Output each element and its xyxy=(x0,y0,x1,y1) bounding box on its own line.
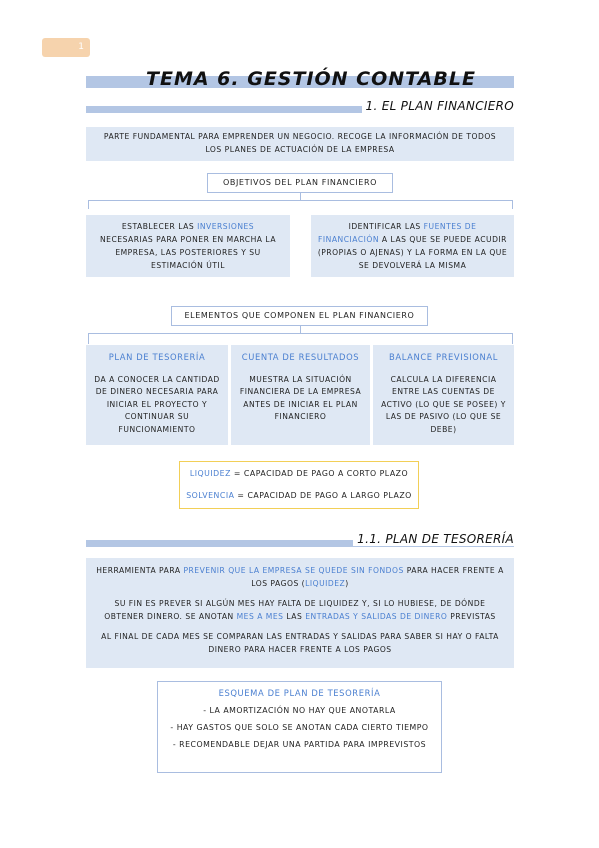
tesoreria-box xyxy=(86,558,514,668)
scheme-item: - LA AMORTIZACIÓN NO HAY QUE ANOTARLA xyxy=(203,706,396,715)
text: ESTABLECER LAS xyxy=(121,222,198,231)
scheme-item: - HAY GASTOS QUE SOLO SE ANOTAN CADA CIERTO TIEMPO xyxy=(170,723,429,732)
element-text: CALCULA LA DIFERENCIA ENTRE LAS CUENTAS DE ACTIVO (LO QUE SE POSEE) Y LAS DE PASIVO (LO QUE SE DEBE) xyxy=(381,374,506,434)
text: LAS xyxy=(283,612,306,621)
element-cuenta-resultados xyxy=(231,345,370,445)
scheme-item: - RECOMENDABLE DEJAR UNA PARTIDA PARA IMPREVISTOS xyxy=(172,740,427,749)
connector xyxy=(88,333,513,344)
highlight: MES A MES xyxy=(236,612,284,621)
section-title-plan-financiero: 1. EL PLAN FINANCIERO xyxy=(362,99,514,113)
highlight: PREVENIR QUE LA EMPRESA SE QUEDE SIN FONDOS xyxy=(183,566,404,575)
highlight-fuentes: FUENTES DE FINANCIACIÓN xyxy=(318,222,477,244)
objective-right xyxy=(311,215,514,277)
liquidez-text: = CAPACIDAD DE PAGO A CORTO PLAZO xyxy=(230,469,409,478)
page-number: 1 xyxy=(42,38,90,57)
section-title-plan-tesoreria: 1.1. PLAN DE TESORERÍA xyxy=(353,532,514,546)
intro-text: PARTE FUNDAMENTAL PARA EMPRENDER UN NEGOCIO. RECOGE LA INFORMACIÓN DE TODOS LOS PLANES DE ACTUACIÓN DE LA EMPRESA xyxy=(103,132,497,154)
tesoreria-p3: AL FINAL DE CADA MES SE COMPARAN LAS ENTRADAS Y SALIDAS PARA SABER SI HAY O FALTA DINERO PARA HACER FRENTE A LOS PAGOS xyxy=(101,632,499,654)
elements-heading: ELEMENTOS QUE COMPONEN EL PLAN FINANCIERO xyxy=(171,306,428,326)
text: PARA HACER FRENTE A LOS PAGOS ( xyxy=(251,566,504,588)
liquidez-line xyxy=(180,463,418,485)
text: ) xyxy=(345,579,349,588)
element-balance-previsional xyxy=(373,345,514,445)
liquidez-label: LIQUIDEZ xyxy=(189,469,231,478)
tesoreria-p1 xyxy=(96,564,504,590)
scheme-title: ESQUEMA DE PLAN DE TESORERÍA xyxy=(218,688,381,698)
text: NECESARIAS PARA PONER EN MARCHA LA EMPRESA, LAS POSTERIORES Y SU ESTIMACIÓN ÚTIL xyxy=(99,235,277,270)
element-title: PLAN DE TESORERÍA xyxy=(108,352,206,362)
text: A LAS QUE SE PUEDE ACUDIR (PROPIAS O AJENAS) Y LA FORMA EN LA QUE SE DEVOLVERÁ LA MISMA xyxy=(317,235,508,270)
page-title: TEMA 6. GESTIÓN CONTABLE xyxy=(146,68,476,90)
text: HERRAMIENTA PARA xyxy=(96,566,184,575)
element-plan-tesoreria xyxy=(86,345,228,445)
objective-left xyxy=(86,215,290,277)
intro-box xyxy=(86,127,514,161)
highlight: LIQUIDEZ xyxy=(305,579,346,588)
text: PREVISTAS xyxy=(447,612,496,621)
text: SU FIN ES PREVER SI ALGÚN MES HAY FALTA DE LIQUIDEZ Y, SI LO HUBIESE, DE DÓNDE OBTENER DINERO. SE ANOTAN xyxy=(104,599,486,621)
highlight-inversiones: INVERSIONES xyxy=(197,222,255,231)
liquidity-box xyxy=(179,461,419,509)
element-text: DA A CONOCER LA CANTIDAD DE DINERO NECESARIA PARA INICIAR EL PROYECTO Y CONTINUAR SU FUNCIONAMIENTO xyxy=(94,374,220,434)
connector xyxy=(88,200,513,209)
element-title: CUENTA DE RESULTADOS xyxy=(241,352,360,362)
tesoreria-p2 xyxy=(96,597,504,623)
highlight: ENTRADAS Y SALIDAS DE DINERO xyxy=(305,612,448,621)
element-title: BALANCE PREVISIONAL xyxy=(389,352,498,362)
objectives-heading: OBJETIVOS DEL PLAN FINANCIERO xyxy=(207,173,393,193)
text: IDENTIFICAR LAS xyxy=(348,222,424,231)
solvencia-text: = CAPACIDAD DE PAGO A LARGO PLAZO xyxy=(234,491,412,500)
solvencia-line xyxy=(180,485,418,507)
solvencia-label: SOLVENCIA xyxy=(186,491,235,500)
element-text: MUESTRA LA SITUACIÓN FINANCIERA DE LA EMPRESA ANTES DE INICIAR EL PLAN FINANCIERO xyxy=(239,374,362,421)
scheme-box xyxy=(157,681,442,773)
